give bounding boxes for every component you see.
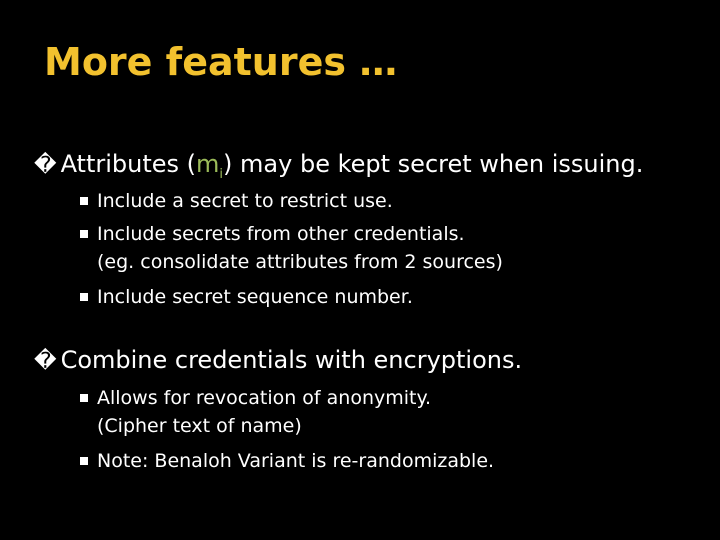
bullet-text: Combine credentials with encryptions. [60,346,523,374]
sub-bullet [80,450,494,472]
square-bullet-icon [80,457,88,465]
bullet-box-icon: � [34,153,57,178]
sub-bullet [80,286,413,308]
bullet-box-icon: � [34,349,57,374]
sub-bullet-text: Note: Benaloh Variant is re-randomizable. [97,450,495,472]
math-symbol [196,150,224,182]
sub-bullet-text: Include secret sequence number. [97,286,413,308]
math-symbol-base: m [196,150,220,178]
bullet-attributes [34,150,643,189]
sub-bullet-continuation: (eg. consolidate attributes from 2 sources) [97,251,503,273]
square-bullet-icon [80,293,88,301]
square-bullet-icon [80,197,88,205]
square-bullet-icon [80,394,88,402]
sub-bullet [80,223,465,245]
bullet-text-pre: Attributes ( [60,150,197,178]
sub-bullet-text: Allows for revocation of anonymity. [97,387,432,409]
sub-bullet [80,190,393,212]
sub-bullet-continuation: (Cipher text of name) [97,415,302,437]
square-bullet-icon [80,230,88,238]
title-bar [0,0,720,112]
sub-bullet [80,387,431,409]
sub-bullet-text: Include secrets from other credentials. [97,223,465,245]
bullet-combine [34,346,522,376]
math-symbol-subscript: i [219,166,224,182]
sub-bullet-text: Include a secret to restrict use. [97,190,393,212]
bullet-text-post: ) may be kept secret when issuing. [223,150,644,178]
slide-title: More features … [44,40,398,84]
